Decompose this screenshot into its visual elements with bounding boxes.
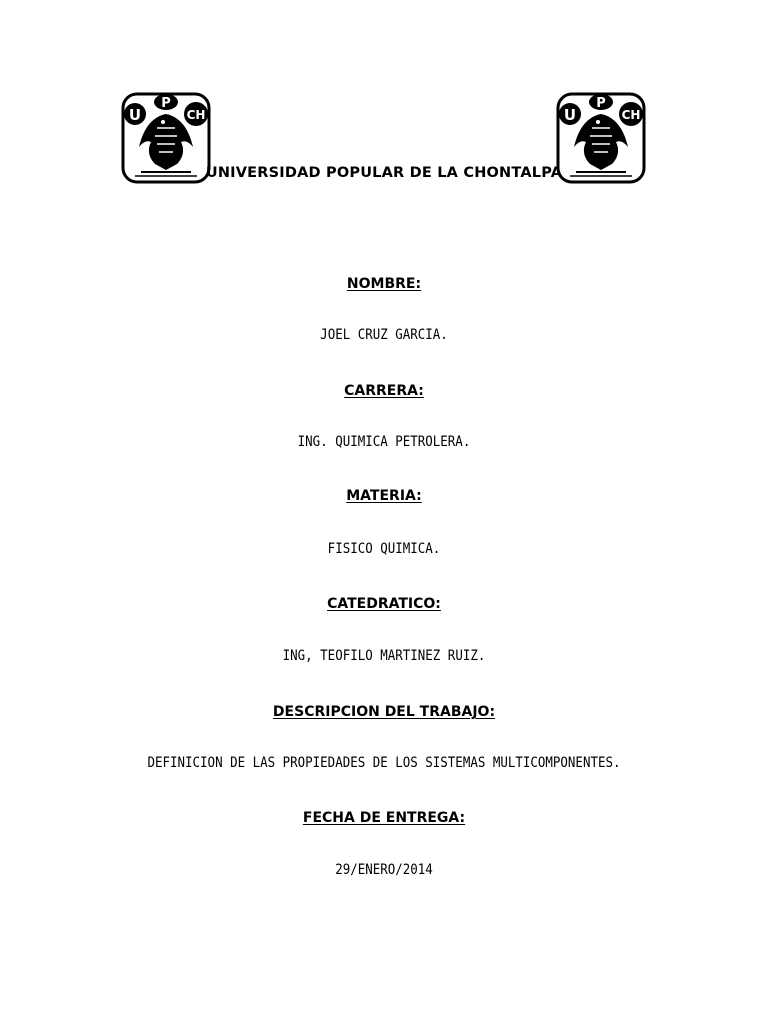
field-label-descripcion: DESCRIPCION DEL TRABAJO: bbox=[272, 704, 496, 720]
svg-text:P: P bbox=[161, 96, 171, 111]
svg-text:CH: CH bbox=[186, 108, 206, 122]
field-value-materia: FISICO QUIMICA. bbox=[327, 541, 441, 557]
field-label-carrera: CARRERA: bbox=[344, 383, 424, 399]
field-label-materia: MATERIA: bbox=[346, 488, 422, 504]
field-label-nombre: NOMBRE: bbox=[346, 276, 422, 292]
svg-text:U: U bbox=[128, 106, 142, 124]
field-value-fecha: 29/ENERO/2014 bbox=[335, 862, 433, 878]
field-value-nombre: JOEL CRUZ GARCIA. bbox=[320, 327, 448, 343]
field-label-catedratico: CATEDRATICO: bbox=[327, 596, 441, 612]
svg-text:P: P bbox=[596, 96, 606, 111]
field-value-carrera: ING. QUIMICA PETROLERA. bbox=[297, 434, 471, 450]
university-name: UNIVERSIDAD POPULAR DE LA CHONTALPA bbox=[205, 165, 563, 181]
svg-text:CH: CH bbox=[621, 108, 641, 122]
field-value-descripcion: DEFINICION DE LAS PROPIEDADES DE LOS SISTEMAS MULTICOMPONENTES. bbox=[147, 755, 621, 771]
svg-text:U: U bbox=[563, 106, 577, 124]
field-label-fecha: FECHA DE ENTREGA: bbox=[302, 810, 466, 826]
field-value-catedratico: ING, TEOFILO MARTINEZ RUIZ. bbox=[282, 648, 486, 664]
